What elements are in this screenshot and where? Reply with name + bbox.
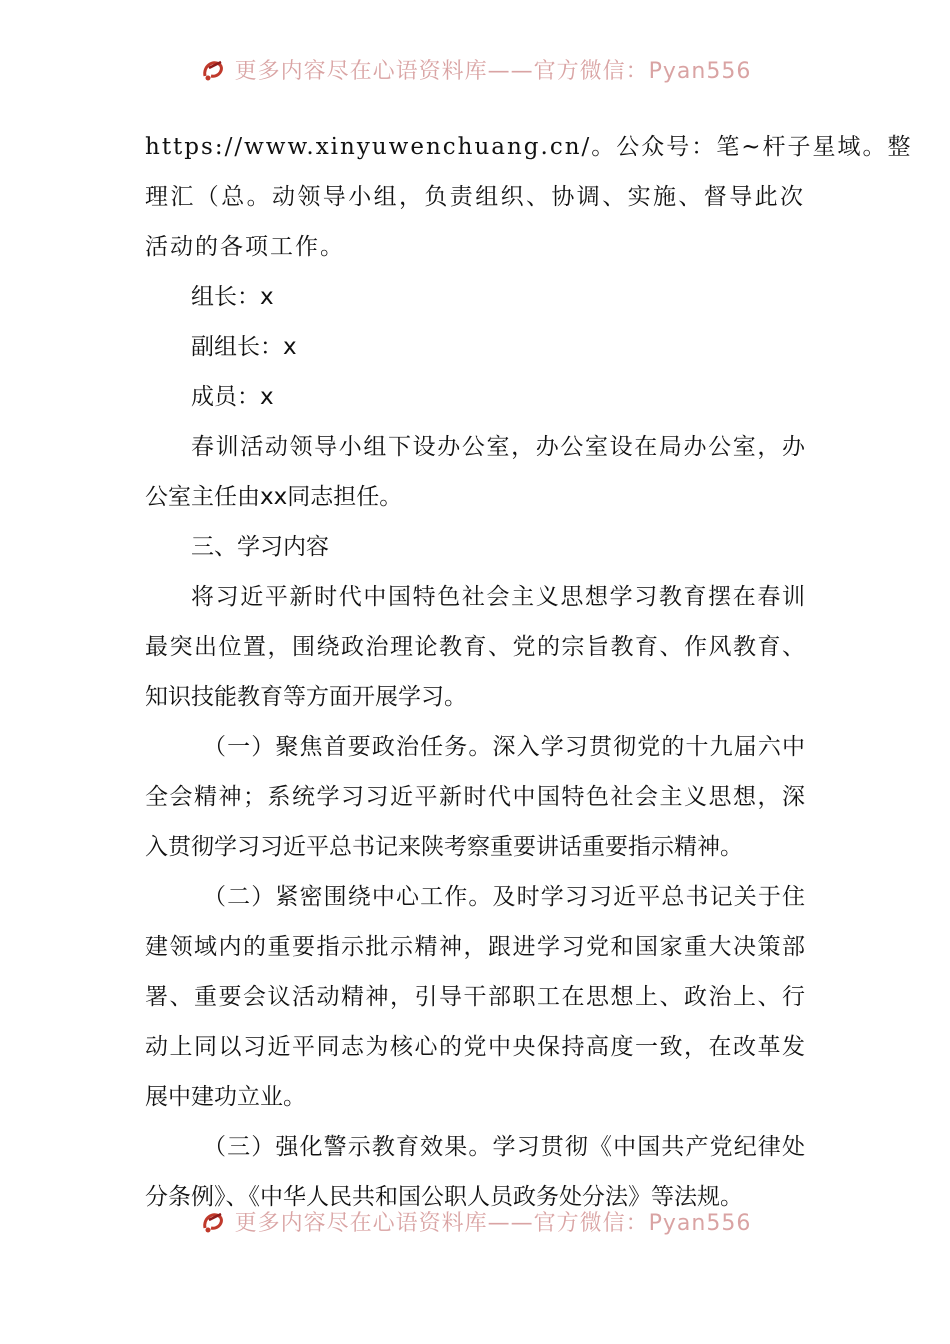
leader-line: 组长：x [191,284,274,310]
watermark-text: 更多内容尽在心语资料库——官方微信：Pyan556 [234,1210,752,1236]
paragraph-line: 建领域内的重要指示批示精神，跟进学习党和国家重大决策部 [145,934,805,960]
document-body [145,122,913,1222]
paragraph-line: https://www.xinyuwenchuang.cn/。公众号：笔~杆子星域。整 [145,134,913,160]
deputy-leader-line: 副组长：x [191,334,297,360]
watermark-header [0,52,950,86]
watermark-logo-icon [199,1206,229,1236]
subsection-line: （一）聚焦首要政治任务。深入学习贯彻党的十九届六中 [203,734,805,760]
paragraph-line: 展中建功立业。 [145,1084,306,1110]
watermark-text: 更多内容尽在心语资料库——官方微信：Pyan556 [234,58,752,84]
members-line: 成员：x [191,384,274,410]
paragraph-line: 知识技能教育等方面开展学习。 [145,684,467,710]
paragraph-line: 署、重要会议活动精神，引导干部职工在思想上、政治上、行 [145,984,805,1010]
watermark-logo-icon [199,54,229,84]
paragraph-line: 理汇（总。动领导小组，负责组织、协调、实施、督导此次 [145,184,805,210]
section-heading: 三、学习内容 [191,534,329,560]
paragraph-line: 活动的各项工作。 [145,234,345,260]
paragraph-line: 全会精神；系统学习习近平新时代中国特色社会主义思想，深 [145,784,805,810]
paragraph-line: 入贯彻学习习近平总书记来陕考察重要讲话重要指示精神。 [145,834,743,860]
paragraph-line: 春训活动领导小组下设办公室，办公室设在局办公室，办 [191,434,805,460]
subsection-line: （二）紧密围绕中心工作。及时学习习近平总书记关于住 [203,884,805,910]
paragraph-line: 分条例》、《中华人民共和国公职人员政务处分法》等法规。 [145,1184,743,1210]
paragraph-line: 公室主任由xx同志担任。 [145,484,403,510]
paragraph-line: 最突出位置，围绕政治理论教育、党的宗旨教育、作风教育、 [145,634,805,660]
subsection-line: （三）强化警示教育效果。学习贯彻《中国共产党纪律处 [203,1134,805,1160]
watermark-footer [0,1204,950,1238]
paragraph-line: 将习近平新时代中国特色社会主义思想学习教育摆在春训 [191,584,805,610]
paragraph-line: 动上同以习近平同志为核心的党中央保持高度一致，在改革发 [145,1034,805,1060]
